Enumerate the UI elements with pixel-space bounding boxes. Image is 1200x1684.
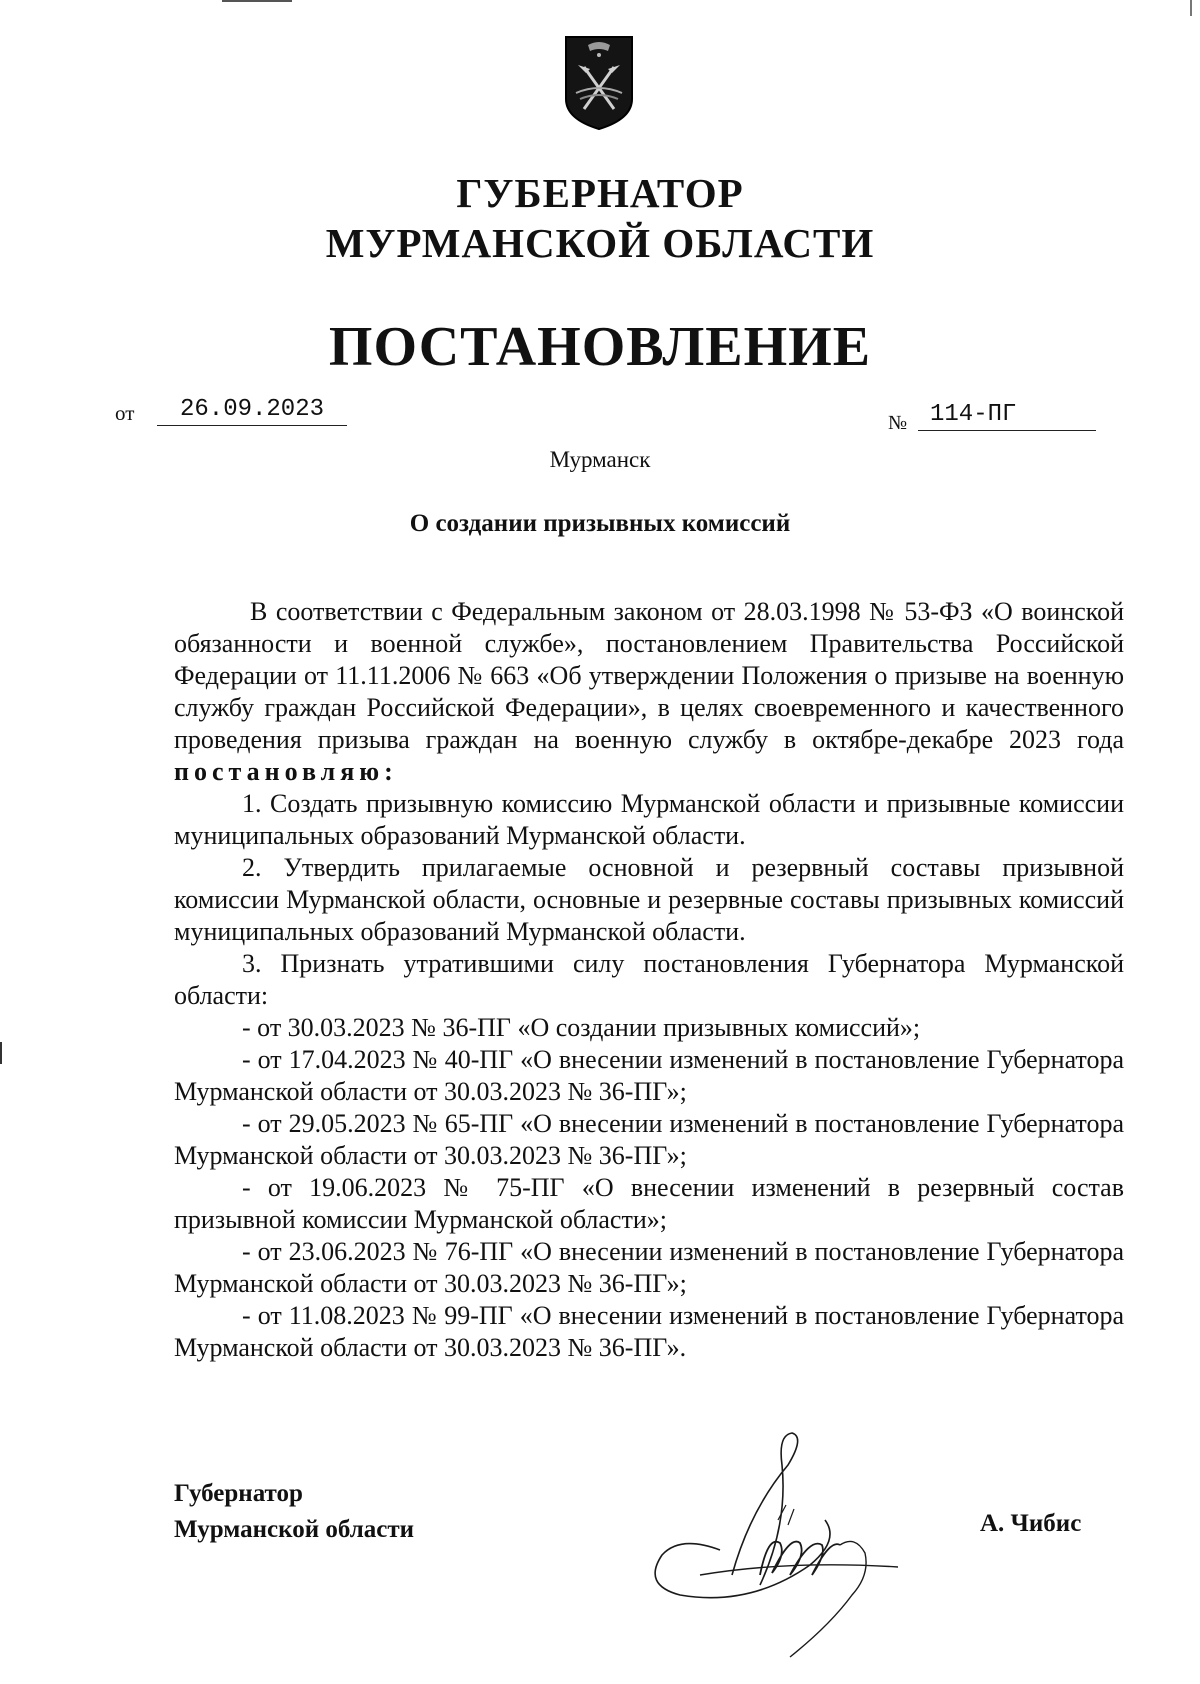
scan-mark-top xyxy=(222,0,292,2)
date-value: 26.09.2023 xyxy=(157,395,347,426)
repealed-item: - от 17.04.2023 № 40-ПГ «О внесении изменений в постановление Губернатора Мурманской области от 30.03.2023 № 36-ПГ»; xyxy=(174,1045,1124,1106)
number-value: 114-ПГ xyxy=(918,400,1096,431)
coat-of-arms-icon xyxy=(562,33,636,131)
signatory-position-line-1: Губернатор xyxy=(174,1480,303,1507)
signatory-name: А. Чибис xyxy=(980,1510,1082,1537)
handwritten-signature xyxy=(640,1425,940,1665)
authority-line-2: МУРМАНСКОЙ ОБЛАСТИ xyxy=(325,220,875,266)
date-prefix: от xyxy=(115,401,135,425)
repealed-item: - от 30.03.2023 № 36-ПГ «О создании призывных комиссий»; xyxy=(242,1013,921,1042)
clause-2: 2. Утвердить прилагаемые основной и резервный составы призывной комиссии Мурманской области, основные и резервные составы призывных комиссий муниципальных образований Мурманской области. xyxy=(174,853,1124,946)
repealed-item: - от 23.06.2023 № 76-ПГ «О внесении изменений в постановление Губернатора Мурманской области от 30.03.2023 № 36-ПГ»; xyxy=(174,1237,1124,1298)
preamble-text: В соответствии с Федеральным законом от 28.03.1998 № 53-ФЗ «О воинской обязанности и военной службе», постановлением Правительства Российской Федерации от 11.11.2006 № 663 «Об утверждении Положения о призыве на военную службу граждан Российской Федерации», в целях своевременного и качественного проведения призыва граждан на военную службу в октябре-декабре 2023 года xyxy=(174,597,1124,754)
repealed-item: - от 29.05.2023 № 65-ПГ «О внесении изменений в постановление Губернатора Мурманской области от 30.03.2023 № 36-ПГ»; xyxy=(174,1109,1124,1170)
issuing-authority xyxy=(0,168,1200,268)
scan-mark-left xyxy=(0,1042,2,1064)
clause-3: 3. Признать утратившими силу постановления Губернатора Мурманской области: xyxy=(174,949,1124,1010)
signatory-position xyxy=(174,1476,414,1548)
authority-line-1: ГУБЕРНАТОР xyxy=(456,170,744,216)
number-field xyxy=(888,400,1098,436)
repealed-item: - от 19.06.2023 № 75-ПГ «О внесении изменений в резервный состав призывной комиссии Мурманской области»; xyxy=(174,1173,1124,1234)
document-type: ПОСТАНОВЛЕНИЕ xyxy=(328,316,872,378)
preamble-paragraph xyxy=(174,596,1124,788)
signatory-position-line-2: Мурманской области xyxy=(174,1516,415,1543)
city: Мурманск xyxy=(549,447,651,472)
repealed-item: - от 11.08.2023 № 99-ПГ «О внесении изменений в постановление Губернатора Мурманской области от 30.03.2023 № 36-ПГ». xyxy=(174,1301,1124,1362)
document-subject: О создании призывных комиссий xyxy=(409,510,791,537)
clause-1: 1. Создать призывную комиссию Мурманской области и призывные комиссии муниципальных образований Мурманской области. xyxy=(174,789,1124,850)
document-body xyxy=(174,596,1124,1364)
resolve-word: постановляю: xyxy=(174,757,398,786)
date-field xyxy=(115,395,355,427)
number-prefix: № xyxy=(888,412,908,434)
scan-mark-corner xyxy=(1190,0,1192,16)
